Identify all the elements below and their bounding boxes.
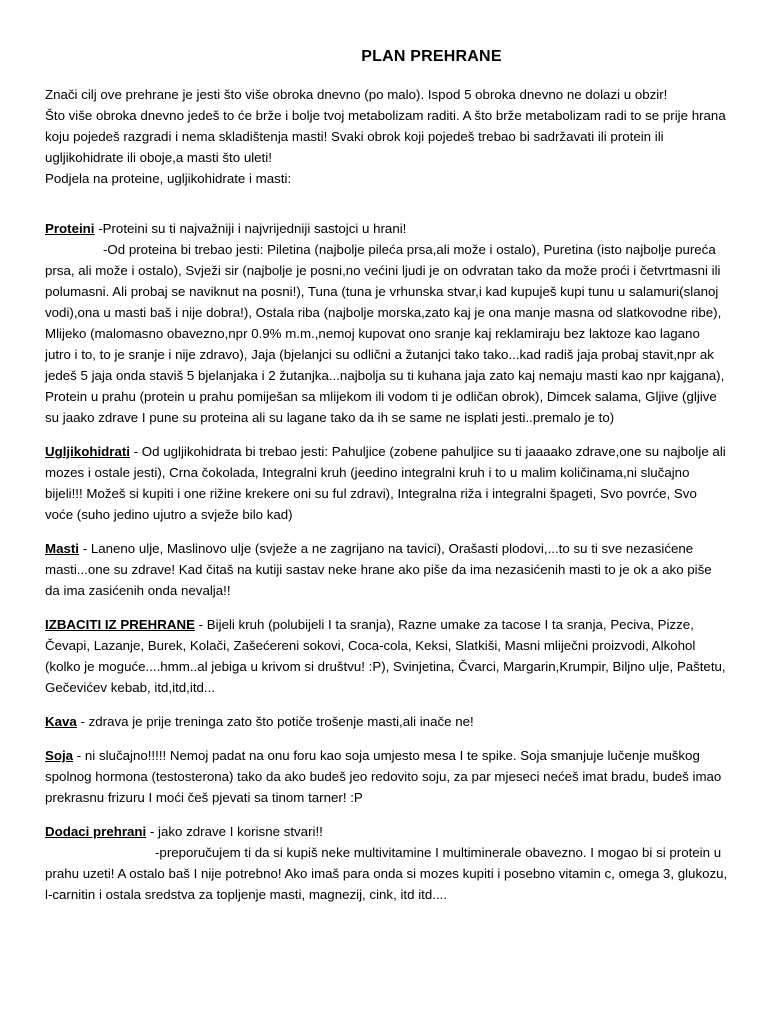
dodaci-heading: Dodaci prehrani [45,824,147,839]
kava-heading: Kava [45,714,77,729]
ugljikohidrati-text: - Od ugljikohidrata bi trebao jesti: Pahuljice (zobene pahuljice su ti jaaaako zdrave,one su najbolje ali mozes i ostale jesti), Crna čokolada, Integralni kruh (jeedino integralni kruh i to u malim količinama,ni slučajno bijeli!!! Možeš si kupiti i one rižine krekere oni su ful zdravi), Integralna riža i integralni špageti, Svo povrće, Svo voće (suho jedino ujutro a svježe bilo kad) [45,444,726,522]
proteini-body [45,239,728,428]
intro-paragraph-3: Podjela na proteine, ugljikohidrate i masti: [45,171,292,186]
section-soja [45,745,728,808]
section-masti [45,538,728,601]
izbaciti-text: - Bijeli kruh (polubijeli I ta sranja), Razne umake za tacose I ta sranja, Peciva, Pizze, Čevapi, Lazanje, Burek, Kolači, Zašećereni sokovi, Coca-cola, Keksi, Slatkiši, Masni mliječni proizvodi, Alkohol (kolko je moguće....hmm..al jebiga u krivom si društvu! :P), Svinjetina, Čvarci, Margarin,Krumpir, Biljno ulje, Paštetu, Gečevićev kebab, itd,itd,itd... [45,617,726,695]
ugljikohidrati-heading: Ugljikohidrati [45,444,130,459]
intro-paragraph-2: Što više obroka dnevno jedeš to će brže i bolje tvoj metabolizam raditi. A što brže metabolizam radi to se prije hrana koju pojedeš razgradi i nema skladištenja masti! Svaki obrok koji pojedeš trebao bi sadržavati ili protein ili ugljikohidrate ili oboje,a masti što uleti! [45,108,726,165]
proteini-heading: Proteini [45,221,95,236]
section-proteini [45,218,728,428]
soja-text: - ni slučajno!!!!! Nemoj padat na onu foru kao soja umjesto mesa I te spike. Soja smanjuje lučenje muškog spolnog hormona (testosterona) tako da ako budeš jeo redovito soju, za par mjeseci nećeš imat bradu, budeš imao prekrasnu frizuru I moći češ pjevati sa tinom tarner! :P [45,748,722,805]
kava-text: - zdrava je prije treninga zato što potiče trošenje masti,ali inače ne! [76,714,474,729]
document-title: PLAN PREHRANE [361,48,502,65]
masti-heading: Masti [45,541,79,556]
intro-block [45,84,728,189]
proteini-intro-text: -Proteini su ti najvažniji i najvrijedniji sastojci u hrani! [94,221,407,236]
section-izbaciti [45,614,728,698]
dodaci-intro-text: - jako zdrave I korisne stvari!! [146,824,323,839]
izbaciti-heading: IZBACITI IZ PREHRANE [45,617,195,632]
section-dodaci [45,821,728,905]
intro-paragraph-1: Znači cilj ove prehrane je jesti što više obroka dnevno (po malo). Ispod 5 obroka dnevno ne dolazi u obzir! [45,87,668,102]
section-ugljikohidrati [45,441,728,525]
masti-text: - Laneno ulje, Maslinovo ulje (svježe a ne zagrijano na tavici), Orašasti plodovi,...to su ti sve nezasićene masti...one su zdrave! Kad čitaš na kutiji sastav neke hrane ako piše da ima nezasićenih masti to je ok a ako piše da ima zasićenih onda nevalja!! [45,541,712,598]
proteini-body-text: -Od proteina bi trebao jesti: Piletina (najbolje pileća prsa,ali može i ostalo), Puretina (isto najbolje pureća prsa, ali može i ostalo), Svježi sir (najbolje je posni,no većini ljudi je on odvratan tako da može proći i četvrtmasni ili polumasni. Ali probaj se naviknut na posni!), Tuna (tuna je vrhunska stvar,i kad kupuješ kupi tunu u salamuri(slanoj vodi),ona u masti baš i nije dobra!), Ostala riba (najbolje morska,zato kaj je ona manje masna od slatkovodne ribe), Mlijeko (malomasno obavezno,npr 0.9% m.m.,nemoj kupovat ono sranje kaj reklamiraju bez laktoze kao lagano jutro i to, to je sranje i nije zdravo), Jaja (bjelanjci su odlični a žutanjci tako tako...kad radiš jaja probaj stavit,npr ak jedeš 5 jaja onda staviš 5 bjelanjaka i 2 žutanjka...najbolja su ti kuhana jaja zato kaj nemaju masti kao npr kajgana), Protein u prahu (protein u prahu pomiješan sa mlijekom ili vodom ti je odličan obrok), Dimcek salama, Gljive (gljive su jaako zdrave I pune su proteina ali su lagane tako da ih se same ne isplati jesti..premalo je to) [45,242,725,425]
proteini-line-1 [45,218,728,239]
section-kava [45,711,728,732]
dodaci-body-text: -preporučujem ti da si kupiš neke multivitamine I multiminerale obavezno. I mogao bi si protein u prahu uzeti! A ostalo baš I nije potrebno! Ako imaš para onda si mozes kupiti i posebno vitamin c, omega 3, glukozu, l-carnitin i ostala sredstva za topljenje masti, magnezij, cink, itd itd.... [45,845,728,902]
soja-heading: Soja [45,748,74,763]
